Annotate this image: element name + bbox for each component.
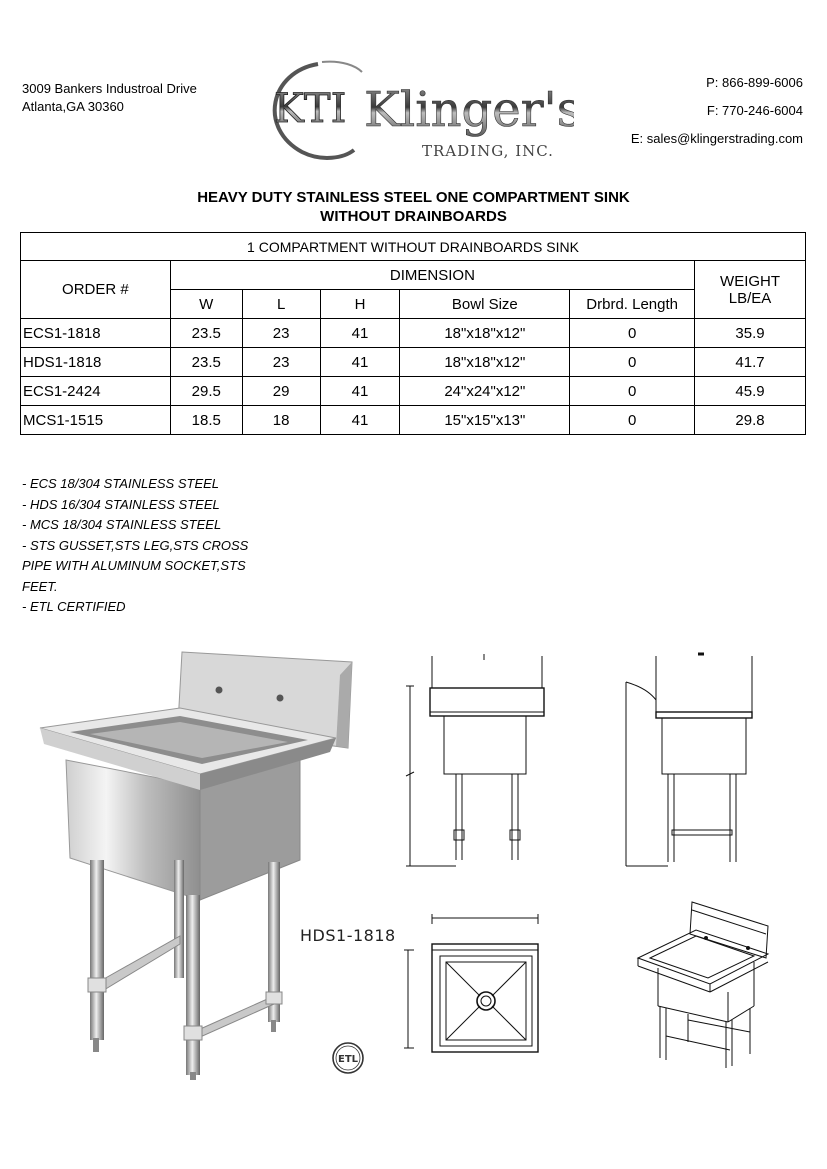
note-line: PIPE WITH ALUMINUM SOCKET,STS — [22, 558, 246, 573]
etl-mark-text: ETL — [337, 1054, 359, 1065]
address-line-2: Atlanta,GA 30360 — [22, 99, 124, 114]
email: E: sales@klingerstrading.com — [630, 131, 803, 146]
weight-header-line-2: LB/EA — [728, 289, 772, 307]
side-view-drawing — [620, 652, 770, 872]
w-cell: 23.5 — [170, 319, 242, 348]
logo-subtitle: TRADING, INC. — [422, 142, 554, 160]
etl-certified-icon — [331, 1041, 365, 1075]
company-address — [22, 80, 197, 116]
company-logo — [262, 58, 574, 162]
note-line: - HDS 16/304 STAINLESS STEEL — [22, 496, 220, 512]
h-cell: 41 — [320, 406, 400, 435]
front-view-drawing — [400, 652, 550, 872]
drbrd-cell: 0 — [570, 348, 695, 377]
spec-notes — [22, 474, 292, 618]
col-header-h: H — [320, 290, 400, 319]
drbrd-cell: 0 — [570, 377, 695, 406]
phone: P: 866-899-6006 — [706, 75, 803, 90]
col-header-bowl: Bowl Size — [400, 290, 570, 319]
order-cell: MCS1-1515 — [21, 406, 171, 435]
note-line: - ECS 18/304 STAINLESS STEEL — [22, 476, 220, 491]
order-cell: ECS1-2424 — [21, 377, 171, 406]
drbrd-cell: 0 — [570, 319, 695, 348]
isometric-drawing — [630, 896, 780, 1076]
table-caption: 1 COMPARTMENT WITHOUT DRAINBOARDS SINK — [21, 233, 806, 261]
table-row — [21, 377, 806, 406]
address-line-1: 3009 Bankers Industroal Drive — [22, 81, 197, 96]
note-line: - STS GUSSET,STS LEG,STS CROSS — [22, 537, 249, 553]
h-cell: 41 — [320, 348, 400, 377]
w-cell: 23.5 — [170, 348, 242, 377]
fax: F: 770-246-6004 — [706, 103, 803, 118]
company-contact — [631, 74, 803, 158]
sink-photo — [30, 640, 370, 1080]
weight-cell: 29.8 — [695, 406, 806, 435]
order-cell: HDS1-1818 — [21, 348, 171, 377]
top-view-drawing — [400, 912, 550, 1062]
bowl-cell: 18"x18"x12" — [400, 319, 570, 348]
title-line-1: HEAVY DUTY STAINLESS STEEL ONE COMPARTMENT SINK — [197, 189, 630, 206]
drawing-model-label: HDS1-1818 — [300, 926, 396, 945]
weight-cell: 41.7 — [695, 348, 806, 377]
w-cell: 18.5 — [170, 406, 242, 435]
weight-cell: 35.9 — [695, 319, 806, 348]
note-line: - MCS 18/304 STAINLESS STEEL — [22, 517, 222, 532]
col-header-w: W — [170, 290, 242, 319]
dimension-header: DIMENSION — [170, 261, 694, 290]
bowl-cell: 18"x18"x12" — [400, 348, 570, 377]
bowl-cell: 24"x24"x12" — [400, 377, 570, 406]
table-row — [21, 406, 806, 435]
table-row — [21, 348, 806, 377]
note-line: - ETL CERTIFIED — [22, 599, 126, 614]
order-header: ORDER # — [21, 261, 171, 319]
l-cell: 18 — [242, 406, 320, 435]
drbrd-cell: 0 — [570, 406, 695, 435]
logo-name: Klinger's — [364, 82, 574, 138]
spec-table — [20, 232, 806, 435]
col-header-drbrd: Drbrd. Length — [570, 290, 695, 319]
note-line: FEET. — [22, 578, 58, 594]
logo-monogram: KTI — [274, 86, 347, 132]
h-cell: 41 — [320, 377, 400, 406]
l-cell: 23 — [242, 348, 320, 377]
l-cell: 23 — [242, 319, 320, 348]
order-cell: ECS1-1818 — [21, 319, 171, 348]
title-line-2: WITHOUT DRAINBOARDS — [320, 208, 507, 225]
table-row — [21, 319, 806, 348]
bowl-cell: 15"x15"x13" — [400, 406, 570, 435]
l-cell: 29 — [242, 377, 320, 406]
weight-header-line-1: WEIGHT — [720, 272, 781, 290]
w-cell: 29.5 — [170, 377, 242, 406]
document-title — [0, 188, 827, 226]
weight-cell: 45.9 — [695, 377, 806, 406]
h-cell: 41 — [320, 319, 400, 348]
col-header-l: L — [242, 290, 320, 319]
weight-header — [695, 261, 806, 319]
